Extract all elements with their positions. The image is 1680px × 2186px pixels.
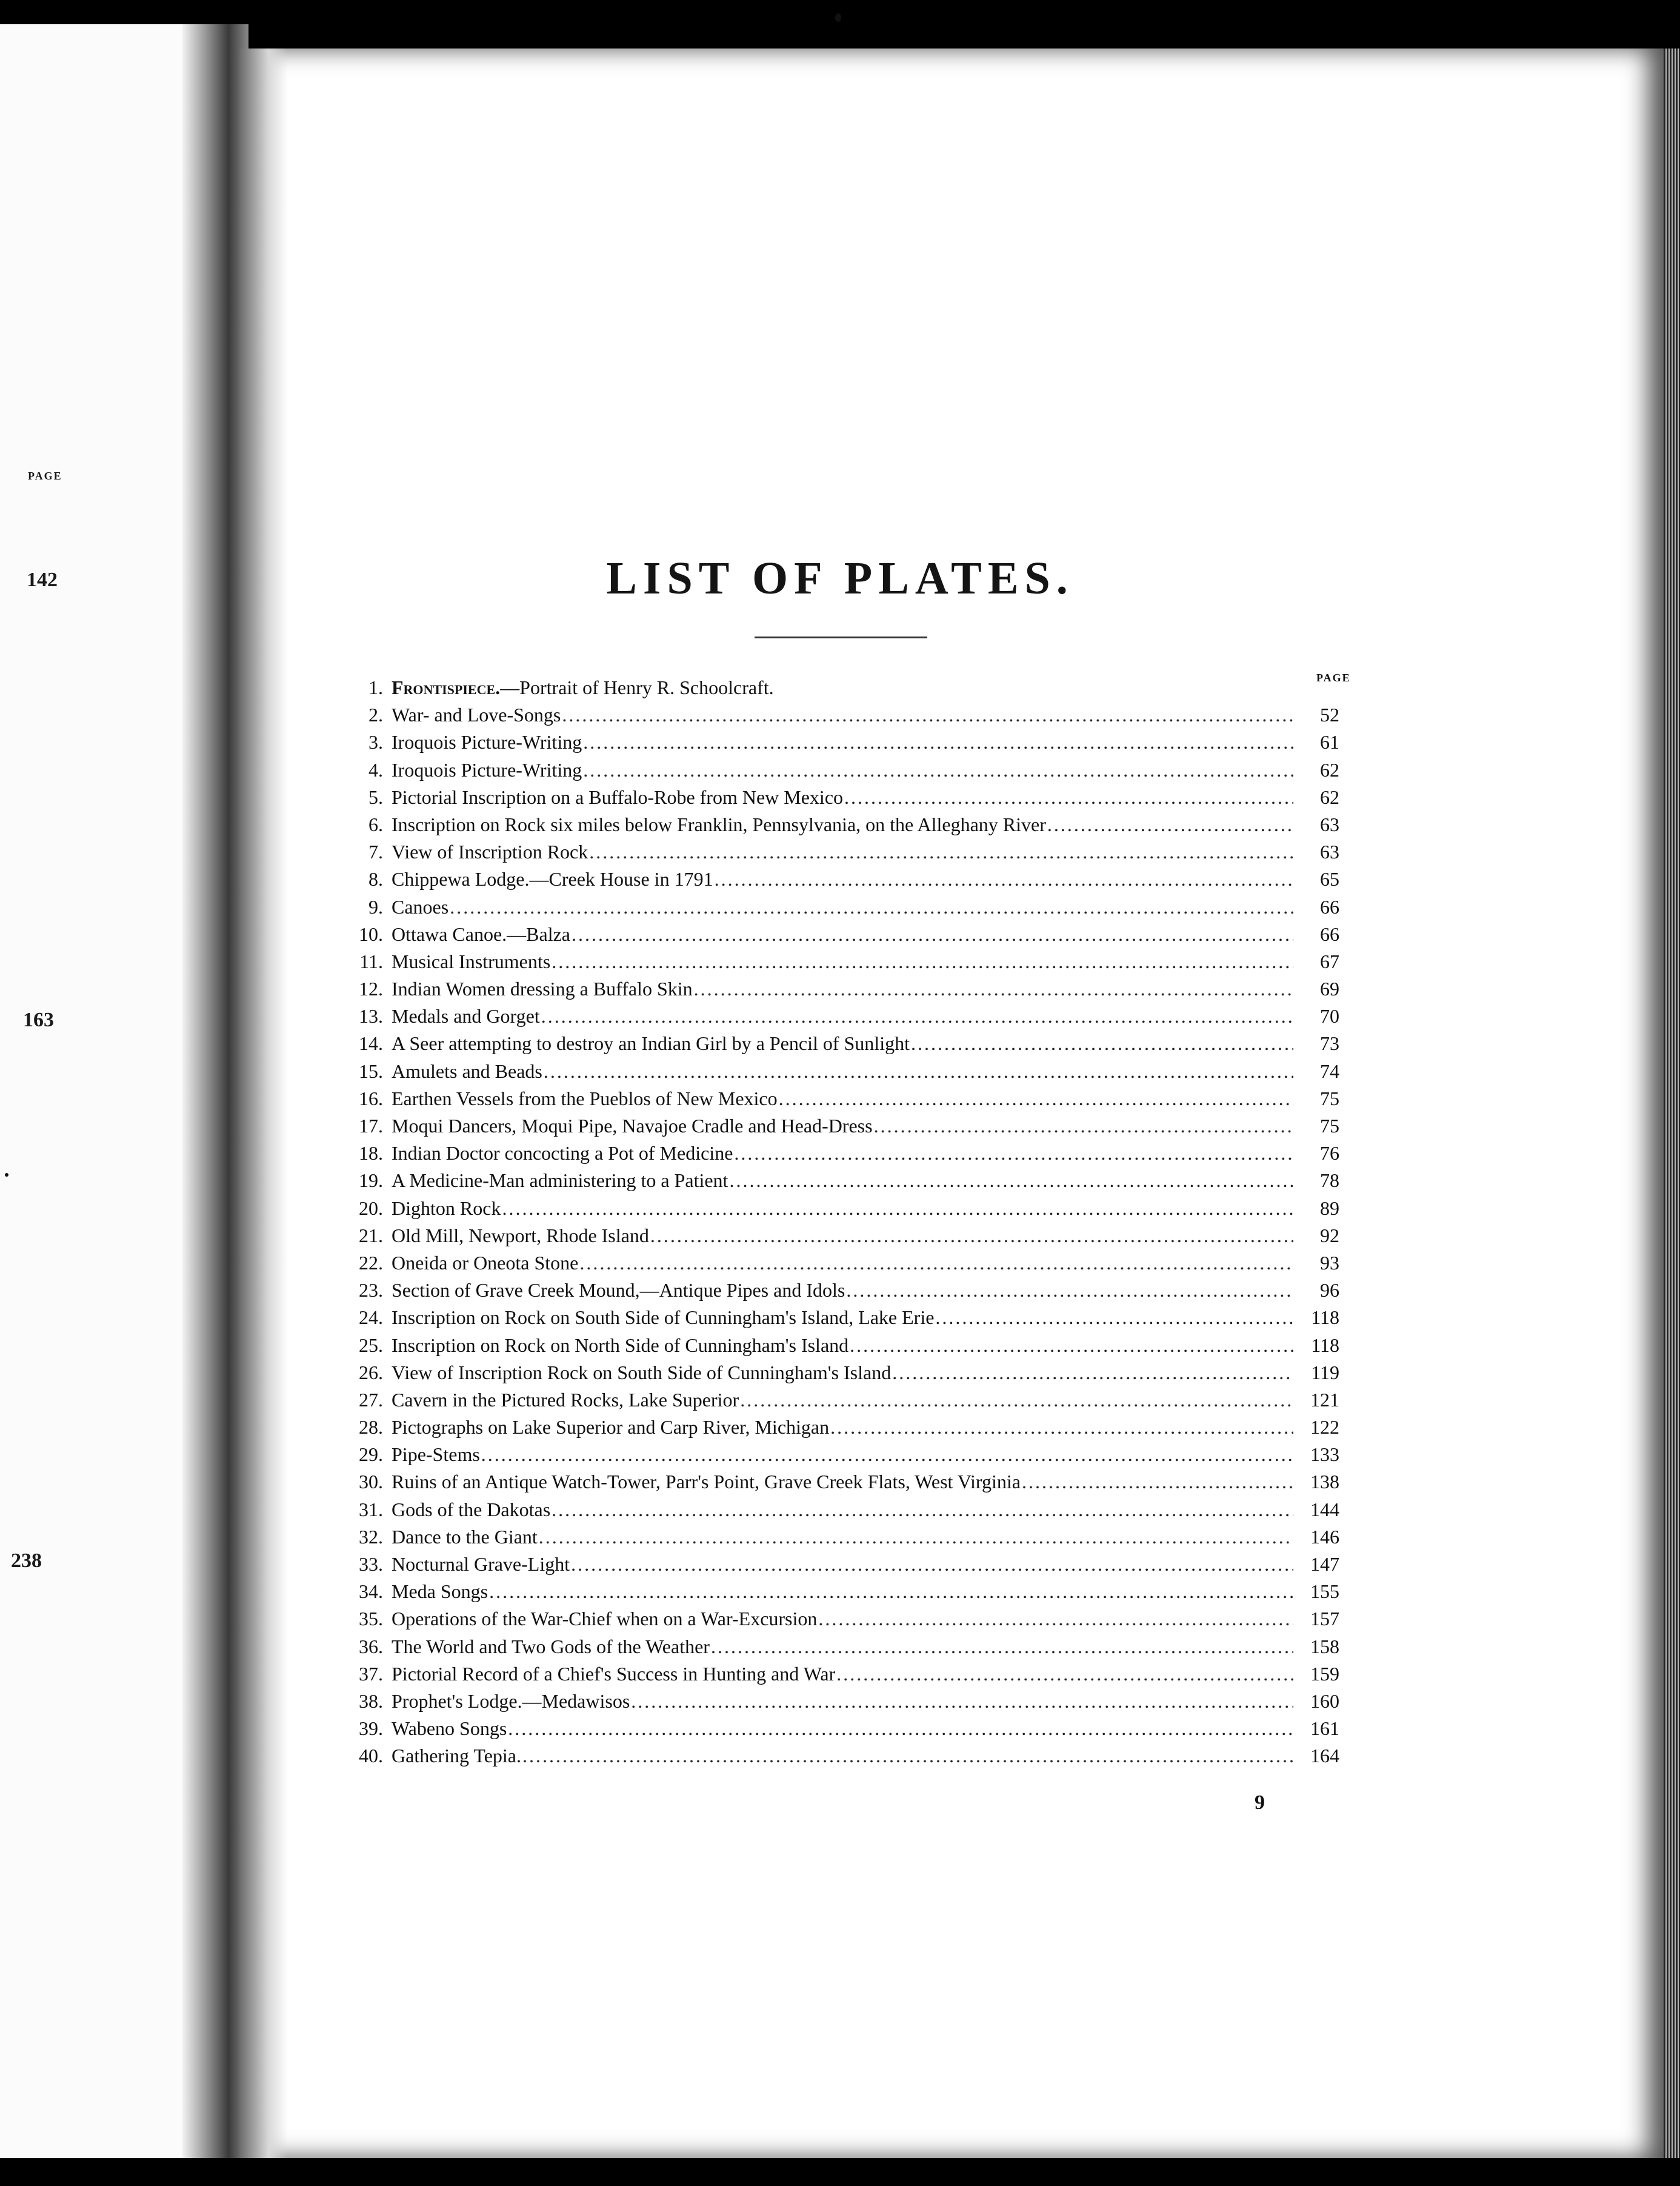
plate-page-number: 122 [1310, 1416, 1339, 1439]
plate-title [392, 784, 843, 811]
plate-title-text: Pictorial Inscription on a Buffalo-Robe from New Mexico [392, 786, 844, 808]
plate-page-number: 76 [1320, 1142, 1339, 1165]
plate-title [392, 1085, 778, 1112]
page-column-header: PAGE [1316, 672, 1351, 684]
plate-entry [345, 1112, 1339, 1140]
plate-title [392, 729, 582, 756]
plate-page-number: 63 [1320, 813, 1339, 835]
plate-title [392, 1304, 934, 1331]
folio-page-number: 9 [1255, 1791, 1265, 1814]
plate-page-number: 63 [1320, 841, 1339, 863]
plate-page-number: 66 [1320, 923, 1339, 945]
plate-entry [345, 674, 1339, 701]
plate-entry [345, 1633, 1339, 1660]
plate-page-number: 159 [1310, 1662, 1339, 1685]
plate-title [392, 1332, 848, 1359]
plate-entry [345, 866, 1339, 893]
plate-page-number: 160 [1310, 1690, 1339, 1712]
plate-title [392, 1688, 630, 1715]
plate-number: 9. [368, 895, 383, 918]
dot-leader [836, 1660, 1293, 1688]
plate-number: 21. [359, 1224, 383, 1246]
plate-entry [345, 701, 1339, 729]
plate-title-text: View of Inscription Rock [392, 841, 588, 863]
dot-leader [715, 866, 1293, 893]
plate-page-number: 69 [1320, 978, 1339, 1000]
scan-speck [835, 13, 841, 22]
plate-title [392, 1441, 480, 1468]
plate-title-text: Inscription on Rock six miles below Franklin, Pennsylvania, on the Alleghany River [392, 813, 1046, 835]
plate-title-text: Indian Women dressing a Buffalo Skin [392, 978, 693, 1000]
plate-number: 36. [359, 1635, 383, 1657]
plate-page-number: 62 [1320, 786, 1339, 808]
plate-page-number: 157 [1310, 1608, 1339, 1630]
plate-entry [345, 1551, 1339, 1578]
plate-page-number: 119 [1311, 1361, 1339, 1383]
plate-title [392, 811, 1046, 838]
plate-number: 32. [359, 1525, 383, 1548]
plate-number: 34. [359, 1580, 383, 1603]
plate-entry [345, 1167, 1339, 1194]
plate-page-number: 61 [1320, 731, 1339, 754]
plate-title-text: Pipe-Stems [392, 1443, 480, 1466]
dot-leader [541, 1003, 1293, 1030]
plate-entry [345, 921, 1339, 948]
dot-leader [481, 1441, 1293, 1468]
plate-number: 1. [368, 677, 383, 698]
plate-number: 24. [359, 1306, 383, 1329]
plate-entry [345, 894, 1339, 921]
plate-page-number: 146 [1310, 1525, 1339, 1548]
dot-leader [935, 1304, 1293, 1331]
plate-title [392, 1414, 829, 1441]
plate-entry [345, 1605, 1339, 1633]
plate-number: 3. [368, 731, 383, 754]
plate-entry [345, 811, 1339, 838]
plate-title [392, 921, 570, 948]
dot-leader [911, 1030, 1293, 1057]
previous-page [0, 24, 200, 2158]
dot-leader [830, 1414, 1293, 1441]
plate-entry [345, 1359, 1339, 1386]
left-page-number: 238 [11, 1549, 42, 1572]
plate-number: 40. [359, 1745, 383, 1767]
plate-title-text: Ottawa Canoe.—Balza [392, 923, 570, 945]
plate-title-text: Medals and Gorget [392, 1005, 540, 1028]
plate-number: 11. [359, 950, 383, 972]
plate-title-text: View of Inscription Rock on South Side of Cunningham's Island [392, 1361, 892, 1383]
dot-leader [844, 784, 1293, 811]
plate-entry [345, 1304, 1339, 1331]
plate-title [392, 1167, 728, 1194]
plate-page-number: 73 [1320, 1032, 1339, 1055]
plate-page-number: 158 [1310, 1635, 1339, 1657]
plate-title [392, 1003, 540, 1030]
plate-entry [345, 1523, 1339, 1551]
plate-number: 16. [359, 1087, 383, 1109]
plate-number: 20. [359, 1197, 383, 1219]
plate-entry [345, 757, 1339, 784]
dot-leader [711, 1633, 1293, 1660]
plate-title [392, 1058, 542, 1085]
plate-title [392, 1468, 1021, 1496]
plate-entry [345, 1715, 1339, 1742]
plate-title-text: Section of Grave Creek Mound,—Antique Pipes and Idols [392, 1279, 845, 1302]
plate-number: 12. [359, 978, 383, 1000]
plate-entry [345, 1414, 1339, 1441]
plate-number: 6. [368, 813, 383, 835]
plate-number: 35. [359, 1608, 383, 1630]
plate-page-number: 144 [1310, 1498, 1339, 1520]
plate-title-text: Old Mill, Newport, Rhode Island [392, 1224, 649, 1246]
plate-number: 26. [359, 1361, 383, 1383]
plate-title-text: Pictographs on Lake Superior and Carp River, Michigan [392, 1416, 830, 1439]
dot-leader [552, 1496, 1293, 1523]
plate-page-number: 96 [1320, 1279, 1339, 1302]
left-page-column-label: PAGE [28, 470, 62, 482]
dot-leader [694, 975, 1293, 1003]
plate-page-number: 164 [1310, 1745, 1339, 1767]
plate-page-number: 147 [1310, 1553, 1339, 1575]
plate-title-text: Oneida or Oneota Stone [392, 1251, 579, 1274]
dot-leader [779, 1085, 1293, 1112]
dot-leader [1047, 811, 1293, 838]
dot-leader [818, 1605, 1293, 1633]
plate-title-text: Wabeno Songs [392, 1717, 507, 1740]
plate-title [392, 1633, 710, 1660]
plate-number: 14. [359, 1032, 383, 1055]
plate-entry [345, 1058, 1339, 1085]
plate-title-text: The World and Two Gods of the Weather [392, 1635, 710, 1657]
plate-entry [345, 1249, 1339, 1277]
plate-title-text: Canoes [392, 895, 449, 918]
dot-leader [502, 1195, 1293, 1222]
dot-leader [562, 701, 1293, 729]
plate-page-number: 92 [1320, 1224, 1339, 1246]
plate-entry [345, 1386, 1339, 1414]
plate-entry [345, 1140, 1339, 1167]
plate-page-number: 161 [1310, 1717, 1339, 1740]
plate-number: 17. [359, 1115, 383, 1137]
page-block-edge [1664, 48, 1680, 2158]
plate-number: 38. [359, 1690, 383, 1712]
plate-title-text: Indian Doctor concocting a Pot of Medicine [392, 1142, 733, 1165]
plate-entry [345, 975, 1339, 1003]
plate-page-number: 74 [1320, 1060, 1339, 1082]
plate-entry [345, 1660, 1339, 1688]
plate-title [392, 1742, 521, 1770]
plate-number: 7. [368, 841, 383, 863]
plate-title-text: Gods of the Dakotas [392, 1498, 551, 1520]
plate-title-text: Inscription on Rock on South Side of Cunningham's Island, Lake Erie [392, 1306, 935, 1329]
title-divider [755, 637, 927, 638]
plate-number: 10. [359, 923, 383, 945]
plate-page-number: 138 [1310, 1471, 1339, 1493]
plate-entry [345, 1578, 1339, 1605]
plate-title [392, 1249, 578, 1277]
plate-title-text: Nocturnal Grave-Light [392, 1553, 570, 1575]
dot-leader [589, 838, 1293, 866]
plate-number: 37. [359, 1662, 383, 1685]
plate-title-text: Iroquois Picture-Writing [392, 731, 582, 754]
dot-leader [450, 894, 1293, 921]
scan-speck [5, 1173, 8, 1177]
dot-leader [734, 1140, 1293, 1167]
dot-leader [850, 1332, 1293, 1359]
dot-leader [552, 948, 1293, 975]
plate-title [392, 1496, 550, 1523]
plate-number: 8. [368, 868, 383, 891]
plate-entry [345, 1468, 1339, 1496]
plate-page-number: 78 [1320, 1169, 1339, 1192]
plate-entry [345, 729, 1339, 756]
plate-title-text: A Medicine-Man administering to a Patient [392, 1169, 728, 1192]
plate-title [392, 1578, 488, 1605]
plate-entry [345, 1030, 1339, 1057]
plate-title-text: War- and Love-Songs [392, 704, 561, 726]
plate-number: 28. [359, 1416, 383, 1439]
plate-title-text: Amulets and Beads [392, 1060, 542, 1082]
plate-number: 29. [359, 1443, 383, 1466]
plate-title-text: Chippewa Lodge.—Creek House in 1791 [392, 868, 713, 891]
dot-leader [583, 757, 1293, 784]
plate-page-number: 65 [1320, 868, 1339, 891]
plate-title [392, 674, 774, 701]
plate-page-number: 66 [1320, 895, 1339, 918]
plate-number: 23. [359, 1279, 383, 1302]
plate-number: 30. [359, 1471, 383, 1493]
dot-leader [579, 1249, 1293, 1277]
dot-leader [522, 1742, 1293, 1770]
plate-entry [345, 948, 1339, 975]
plate-entry [345, 1441, 1339, 1468]
plate-entry [345, 838, 1339, 866]
dot-leader [539, 1523, 1293, 1551]
dot-leader [740, 1386, 1293, 1414]
plate-title-text: Ruins of an Antique Watch-Tower, Parr's Point, Grave Creek Flats, West Virginia [392, 1471, 1021, 1493]
plate-title [392, 1195, 501, 1222]
left-page-number: 142 [27, 569, 58, 591]
plate-title [392, 701, 561, 729]
plate-title-text: Inscription on Rock on North Side of Cunningham's Island [392, 1334, 849, 1356]
plate-entry [345, 1277, 1339, 1304]
plate-title [392, 1386, 739, 1414]
plate-title [392, 757, 582, 784]
plate-page-number: 118 [1311, 1334, 1339, 1356]
plate-entry [345, 1688, 1339, 1715]
plate-page-number: 75 [1320, 1115, 1339, 1137]
plate-title-text: Moqui Dancers, Moqui Pipe, Navajoe Cradle and Head-Dress [392, 1115, 873, 1137]
plate-title [392, 1551, 570, 1578]
plate-number: 39. [359, 1717, 383, 1740]
plate-title [392, 838, 588, 866]
dot-leader [874, 1112, 1293, 1140]
plate-title [392, 1140, 733, 1167]
plate-title [392, 1523, 538, 1551]
plate-page-number: 89 [1320, 1197, 1339, 1219]
plate-entry [345, 1496, 1339, 1523]
plate-number: 22. [359, 1251, 383, 1274]
plate-number: 33. [359, 1553, 383, 1575]
plate-page-number: 121 [1310, 1388, 1339, 1411]
plate-page-number: 133 [1310, 1443, 1339, 1466]
plate-title [392, 1660, 835, 1688]
plate-title [392, 1715, 507, 1742]
dot-leader [571, 1551, 1293, 1578]
plate-entry [345, 1195, 1339, 1222]
dot-leader [846, 1277, 1293, 1304]
binding-shadow [239, 48, 288, 2158]
plate-page-number: 52 [1320, 704, 1339, 726]
plate-title-text: —Portrait of Henry R. Schoolcraft. [500, 677, 774, 698]
plate-page-number: 118 [1311, 1306, 1339, 1329]
plate-entry [345, 1003, 1339, 1030]
plate-title-text: Musical Instruments [392, 950, 551, 972]
plate-page-number: 75 [1320, 1087, 1339, 1109]
dot-leader [729, 1167, 1293, 1194]
plate-title [392, 1112, 873, 1140]
plate-page-number: 67 [1320, 950, 1339, 972]
plate-title-text: A Seer attempting to destroy an Indian Girl by a Pencil of Sunlight [392, 1032, 910, 1055]
plate-title [392, 1605, 817, 1633]
plate-title-text: Dance to the Giant [392, 1525, 538, 1548]
left-page-number: 163 [23, 1009, 54, 1031]
plate-title-text: Pictorial Record of a Chief's Success in Hunting and War [392, 1662, 836, 1685]
plate-page-number: 70 [1320, 1005, 1339, 1028]
plate-title-text: Prophet's Lodge.—Medawisos [392, 1690, 630, 1712]
plate-number: 25. [359, 1334, 383, 1356]
plate-number: 5. [368, 786, 383, 808]
dot-leader [489, 1578, 1293, 1605]
plate-number: 13. [359, 1005, 383, 1028]
plate-title-text: Iroquois Picture-Writing [392, 758, 582, 781]
plate-page-number: 62 [1320, 758, 1339, 781]
plate-title-text: Cavern in the Pictured Rocks, Lake Superior [392, 1388, 739, 1411]
plate-title [392, 975, 693, 1003]
plate-title [392, 1030, 910, 1057]
dot-leader [1022, 1468, 1293, 1496]
plate-title [392, 1277, 845, 1304]
plate-page-number: 155 [1310, 1580, 1339, 1603]
plate-title-prefix: Frontispiece. [392, 677, 501, 698]
plate-title-text: Operations of the War-Chief when on a War-Excursion [392, 1608, 818, 1630]
plate-entry [345, 1332, 1339, 1359]
gutter-shadow [182, 24, 248, 2158]
plate-number: 18. [359, 1142, 383, 1165]
dot-leader [572, 921, 1293, 948]
plate-title [392, 866, 713, 893]
plate-title [392, 948, 550, 975]
dot-leader [583, 729, 1293, 756]
plate-number: 2. [368, 704, 383, 726]
plate-number: 31. [359, 1498, 383, 1520]
dot-leader [508, 1715, 1293, 1742]
plate-entry [345, 1742, 1339, 1770]
plate-number: 27. [359, 1388, 383, 1411]
plate-title-text: Gathering Tepia. [392, 1745, 521, 1767]
plate-title-text: Meda Songs [392, 1580, 488, 1603]
plate-title [392, 1359, 891, 1386]
plate-title-text: Earthen Vessels from the Pueblos of New Mexico [392, 1087, 778, 1109]
plates-list [345, 674, 1339, 1770]
plate-number: 15. [359, 1060, 383, 1082]
page-title: LIST OF PLATES. [606, 552, 1074, 604]
plate-title [392, 894, 448, 921]
plate-entry [345, 784, 1339, 811]
plate-page-number: 93 [1320, 1251, 1339, 1274]
dot-leader [650, 1222, 1293, 1249]
plate-entry [345, 1222, 1339, 1249]
plate-number: 4. [368, 758, 383, 781]
dot-leader [631, 1688, 1293, 1715]
plate-title [392, 1222, 649, 1249]
plate-title-text: Dighton Rock [392, 1197, 501, 1219]
plate-number: 19. [359, 1169, 383, 1192]
dot-leader [544, 1058, 1293, 1085]
plate-entry [345, 1085, 1339, 1112]
dot-leader [892, 1359, 1293, 1386]
